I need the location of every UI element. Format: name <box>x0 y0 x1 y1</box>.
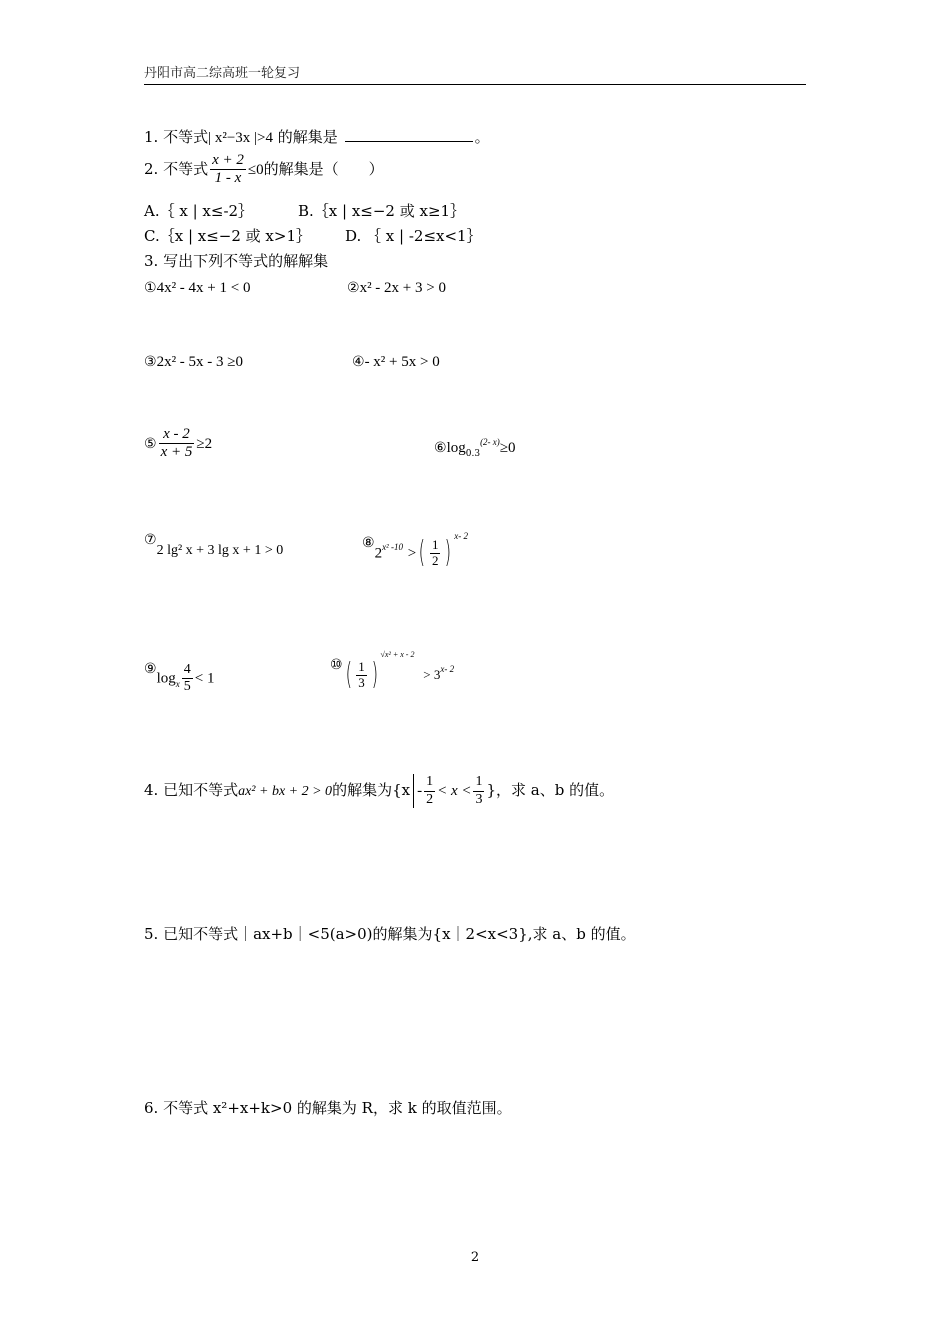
q3-item-5-fraction <box>159 426 195 462</box>
q3-item-6-relation: ≥0 <box>499 440 516 456</box>
page-number: 2 <box>470 1250 480 1265</box>
q3-item-10-left-paren: ( <box>345 657 352 693</box>
q3-item-8-relation: > <box>407 545 417 562</box>
q4-minus: - <box>417 783 423 799</box>
q3-item-8-base: 2 <box>374 545 383 562</box>
q2-suffix: 的解集是（ ） <box>263 159 384 178</box>
q2-denominator: 1 - x <box>214 170 242 187</box>
header-title: 丹阳市高二综高班一轮复习 <box>144 66 301 81</box>
q2-numerator: x + 2 <box>210 152 246 170</box>
q2-prefix: 2. 不等式 <box>144 159 209 178</box>
q1-end: 。 <box>474 128 490 146</box>
q3-item-1 <box>144 278 250 297</box>
q3-item-9-numerator: 4 <box>182 662 193 679</box>
q4-inequality: < x < <box>437 783 472 799</box>
q3-item-6-argument: (2- x) <box>480 437 500 447</box>
q3-item-10-exponent: √x² + x - 2 <box>380 650 415 660</box>
question-6: 6. 不等式 x²+x+k>0 的解集为 R，求 k 的取值范围。 <box>144 1099 512 1117</box>
q4-fraction-2 <box>473 774 484 807</box>
q3-item-9 <box>144 662 214 695</box>
q4-fraction-1 <box>424 774 435 807</box>
header-rule <box>144 84 806 85</box>
q4-numerator-1: 1 <box>424 774 435 791</box>
q3-item-4 <box>352 352 440 371</box>
question-2 <box>144 152 384 188</box>
q3-item-2-expr: x² - 2x + 3 > 0 <box>359 280 446 296</box>
q3-item-6 <box>434 438 516 457</box>
q1-suffix: 的解集是 <box>273 128 338 146</box>
q3-item-10-relation: > 3 <box>423 667 441 683</box>
q4-denominator-2: 3 <box>475 791 483 807</box>
q3-item-5-denominator: x + 5 <box>160 444 193 461</box>
q3-item-10-mark: ⑩ <box>330 657 343 674</box>
q3-item-8-left-paren: ( <box>418 535 426 571</box>
q3-item-8 <box>362 531 468 571</box>
q2-option-b[interactable]: B.｛x | x≤−2 或 x≥1｝ <box>298 202 466 220</box>
q3-item-1-expr: 4x² - 4x + 1 < 0 <box>156 280 251 296</box>
question-1 <box>144 127 490 147</box>
q1-answer-blank[interactable] <box>345 127 473 142</box>
q2-option-a[interactable]: A.｛ x | x≤-2｝ <box>144 202 254 220</box>
q2-fraction <box>210 152 246 188</box>
q3-item-4-mark: ④ <box>352 354 365 370</box>
q3-item-10-numerator: 1 <box>358 659 365 674</box>
q3-item-5-mark: ⑤ <box>144 435 157 452</box>
q3-item-5 <box>144 426 212 462</box>
q3-item-3 <box>144 352 243 371</box>
q4-numerator-2: 1 <box>473 774 484 791</box>
q3-item-10-denominator: 3 <box>358 674 365 690</box>
q4-expr: ax² + bx + 2 > 0 <box>238 784 333 799</box>
q3-item-8-exponent-2: x- 2 <box>454 531 468 542</box>
q3-item-5-relation: ≥2 <box>196 435 213 452</box>
q3-item-7-mark: ⑦ <box>144 532 157 548</box>
q3-item-10-fraction <box>356 660 367 691</box>
q3-item-7 <box>144 532 284 560</box>
q3-item-10-right-paren: ) <box>371 657 378 693</box>
q3-item-3-mark: ③ <box>144 354 157 370</box>
q3-item-5-numerator: x - 2 <box>159 426 195 444</box>
q3-item-2-mark: ② <box>347 280 360 296</box>
q2-option-c[interactable]: C.｛x | x≤−2 或 x>1｝ <box>144 227 312 245</box>
question-5: 5. 已知不等式｜ax+b｜<5(a>0)的解集为{x｜2<x<3},求 a、b 的值。 <box>144 925 636 943</box>
q3-item-10 <box>330 650 455 693</box>
q3-item-9-fraction <box>182 662 193 695</box>
q3-item-7-expr: 2 lg² x + 3 lg x + 1 > 0 <box>156 543 284 558</box>
q3-item-8-mark: ⑧ <box>362 535 375 552</box>
q3-item-9-relation: < 1 <box>194 670 215 687</box>
q4-suffix: }，求 a、b 的值。 <box>486 781 615 799</box>
q2-option-d[interactable]: D. ｛ x | -2≤x<1｝ <box>345 227 482 245</box>
q3-item-1-mark: ① <box>144 280 157 296</box>
q3-item-6-log: log <box>446 440 466 456</box>
question-3-title: 3. 写出下列不等式的解解集 <box>144 252 329 270</box>
q1-prefix: 1. 不等式 <box>144 128 209 146</box>
q3-item-4-expr: - x² + 5x > 0 <box>364 354 440 370</box>
q3-item-9-base: x <box>175 678 180 689</box>
q3-item-8-fraction <box>430 538 441 569</box>
q4-mid: 的解集为{x <box>332 781 411 799</box>
q3-item-3-expr: 2x² - 5x - 3 ≥0 <box>156 354 244 370</box>
q3-item-9-log: log <box>156 670 176 687</box>
q3-item-6-mark: ⑥ <box>434 440 447 456</box>
q3-item-10-exponent-2: x- 2 <box>440 664 455 675</box>
q4-denominator-1: 2 <box>426 791 434 807</box>
q3-item-6-base: 0.3 <box>465 449 481 459</box>
q3-item-8-denominator: 2 <box>431 552 439 568</box>
q3-item-8-exponent: x² -10 <box>382 542 404 553</box>
q2-relation: ≤0 <box>247 161 264 178</box>
q3-item-2 <box>347 278 446 297</box>
q3-item-9-denominator: 5 <box>183 679 191 695</box>
q3-item-9-mark: ⑨ <box>144 660 157 677</box>
q3-item-8-numerator: 1 <box>431 537 439 552</box>
q4-set-bar <box>413 774 414 808</box>
q4-prefix: 4. 已知不等式 <box>144 781 239 799</box>
q3-item-8-right-paren: ) <box>445 535 452 571</box>
q1-expr: | x²−3x |>4 <box>208 130 274 146</box>
question-4 <box>144 774 614 808</box>
